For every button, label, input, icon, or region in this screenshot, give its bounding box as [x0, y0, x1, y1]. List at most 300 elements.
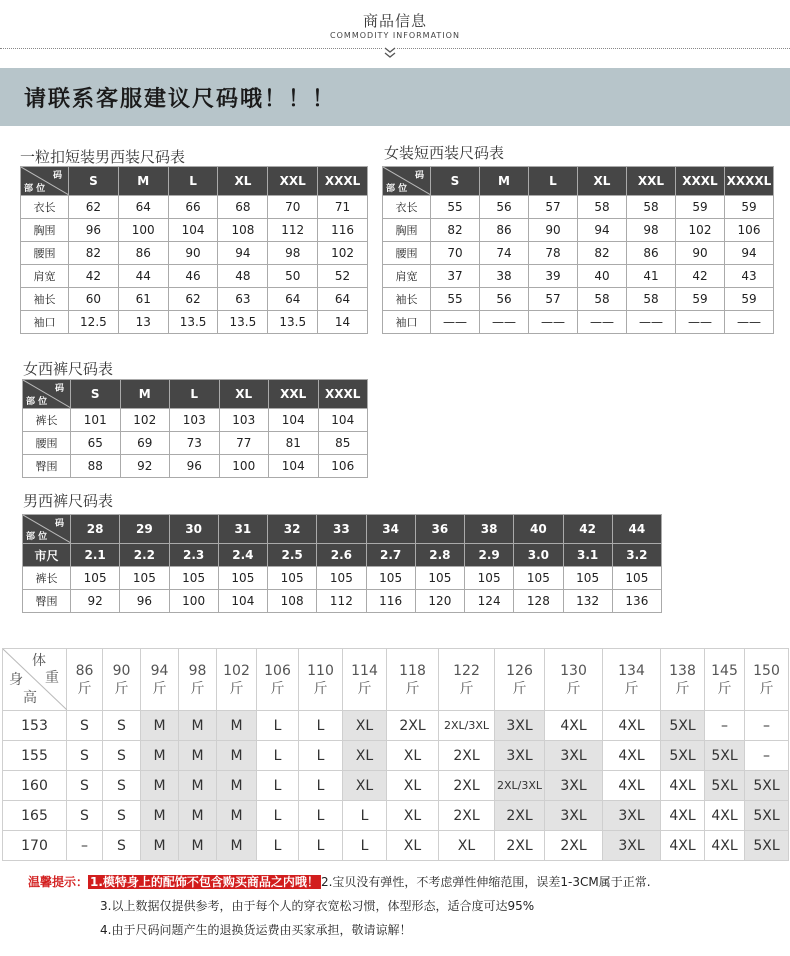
weight-header-cell — [603, 649, 661, 711]
measure-cell: 65 — [71, 432, 121, 455]
measure-cell: 90 — [529, 219, 578, 242]
weight-header-cell — [439, 649, 495, 711]
measure-cell: 59 — [725, 196, 774, 219]
measure-cell: —— — [676, 311, 725, 334]
measure-cell: 96 — [120, 590, 169, 613]
measure-cell: 105 — [120, 567, 169, 590]
measure-cell: 112 — [268, 219, 318, 242]
measure-cell: 96 — [69, 219, 119, 242]
note-4: 4.由于尺码问题产生的退换货运费由买家承担，敬请谅解！ — [100, 923, 412, 937]
size-cell: 2XL — [495, 831, 545, 861]
size-header-row — [23, 515, 662, 544]
weight-header-cell — [495, 649, 545, 711]
size-cell: XL — [439, 831, 495, 861]
weight-value: 122 — [453, 662, 480, 679]
measure-cell: 58 — [578, 196, 627, 219]
size-cell: 5XL — [661, 741, 705, 771]
size-cell: L — [257, 801, 299, 831]
measure-label: 肩宽 — [21, 265, 69, 288]
note-1: 1.模特身上的配饰不包含购买商品之内哦！ — [90, 875, 319, 889]
measure-cell: 104 — [318, 409, 368, 432]
size-cell: M — [217, 711, 257, 741]
size-cell: M — [141, 711, 179, 741]
measure-cell: 86 — [627, 242, 676, 265]
size-header-cell: XL — [219, 380, 269, 409]
weight-header-cell — [387, 649, 439, 711]
shichi-cell: 2.3 — [169, 544, 218, 567]
measure-cell: 82 — [578, 242, 627, 265]
measure-cell: 77 — [219, 432, 269, 455]
weight-header-cell — [257, 649, 299, 711]
weight-unit: 斤 — [512, 680, 527, 697]
size-cell: S — [67, 771, 103, 801]
shichi-cell: 2.5 — [268, 544, 317, 567]
measure-label: 臀围 — [23, 455, 71, 478]
weight-value: 134 — [618, 662, 645, 679]
measure-cell: 106 — [725, 219, 774, 242]
mens-suit-table — [20, 166, 368, 334]
measure-cell: 85 — [318, 432, 368, 455]
size-header-cell: XXL — [627, 167, 676, 196]
measure-cell: 70 — [268, 196, 318, 219]
measure-cell: 70 — [431, 242, 480, 265]
size-cell: S — [103, 741, 141, 771]
measure-cell: 66 — [168, 196, 218, 219]
size-header-cell: 36 — [415, 515, 464, 544]
size-cell: XL — [387, 771, 439, 801]
measure-cell: 98 — [627, 219, 676, 242]
measure-cell: 105 — [514, 567, 563, 590]
size-cell: M — [179, 711, 217, 741]
measure-cell: 105 — [268, 567, 317, 590]
size-cell: S — [67, 801, 103, 831]
size-header-cell: M — [118, 167, 168, 196]
height-label: 153 — [3, 711, 67, 741]
weight-unit: 斤 — [675, 680, 690, 697]
size-cell: 2XL — [439, 801, 495, 831]
measure-cell: 68 — [218, 196, 268, 219]
measure-row — [21, 196, 368, 219]
size-cell: 4XL — [545, 711, 603, 741]
measure-label: 肩宽 — [383, 265, 431, 288]
size-cell: 3XL — [545, 801, 603, 831]
size-cell: L — [343, 831, 387, 861]
size-cell: M — [217, 831, 257, 861]
weight-value: 98 — [188, 662, 207, 679]
measure-cell: 64 — [268, 288, 318, 311]
size-cell: S — [67, 711, 103, 741]
measure-row — [23, 409, 368, 432]
measure-cell: 59 — [676, 288, 725, 311]
weight-unit: 斤 — [717, 680, 732, 697]
size-header-cell: XXL — [269, 380, 319, 409]
size-cell: M — [217, 741, 257, 771]
size-cell: 5XL — [705, 771, 745, 801]
size-header-cell: 28 — [71, 515, 120, 544]
section-title: 商品信息 — [362, 12, 427, 30]
measure-cell: 98 — [268, 242, 318, 265]
measure-label: 腰围 — [23, 432, 71, 455]
measure-cell: 55 — [431, 196, 480, 219]
weight-value: 126 — [506, 662, 533, 679]
measure-cell: 62 — [168, 288, 218, 311]
size-cell: M — [141, 801, 179, 831]
size-header-cell: XXXL — [318, 380, 368, 409]
weight-unit: 斤 — [190, 680, 205, 697]
size-cell: M — [179, 801, 217, 831]
measure-cell: 82 — [69, 242, 119, 265]
measure-cell: 105 — [317, 567, 366, 590]
measure-label: 腰围 — [383, 242, 431, 265]
corner-ma: 码 — [414, 171, 424, 181]
size-header-cell: 34 — [366, 515, 415, 544]
size-header-cell: 44 — [612, 515, 661, 544]
corner-diagonal — [383, 167, 430, 195]
size-cell: S — [103, 831, 141, 861]
size-cell: 4XL — [661, 771, 705, 801]
weight-unit: 斤 — [313, 680, 328, 697]
size-cell: M — [179, 771, 217, 801]
weight-value: 94 — [150, 662, 169, 679]
corner-ma: 码 — [54, 519, 64, 529]
measure-cell: 90 — [676, 242, 725, 265]
size-cell: L — [257, 741, 299, 771]
measure-cell: 92 — [120, 455, 170, 478]
measure-cell: 120 — [415, 590, 464, 613]
weight-unit: 斤 — [114, 680, 129, 697]
measure-cell: 39 — [529, 265, 578, 288]
measure-cell: 64 — [118, 196, 168, 219]
measure-cell: 58 — [627, 288, 676, 311]
measure-label: 袖长 — [21, 288, 69, 311]
shichi-cell: 2.1 — [71, 544, 120, 567]
measure-cell: 100 — [169, 590, 218, 613]
size-cell: XL — [387, 801, 439, 831]
size-cell: – — [67, 831, 103, 861]
size-cell: – — [705, 711, 745, 741]
measure-cell: 78 — [529, 242, 578, 265]
measure-cell: 101 — [71, 409, 121, 432]
weight-value: 138 — [669, 662, 696, 679]
size-header-cell: S — [431, 167, 480, 196]
size-cell: 2XL — [439, 741, 495, 771]
weight-unit: 斤 — [405, 680, 420, 697]
size-cell: 2XL — [495, 801, 545, 831]
size-cell: S — [67, 741, 103, 771]
weight-unit: 斤 — [357, 680, 372, 697]
size-cell: M — [217, 801, 257, 831]
size-cell: L — [299, 741, 343, 771]
size-cell: 4XL — [603, 711, 661, 741]
measure-row — [383, 311, 774, 334]
height-label: 165 — [3, 801, 67, 831]
measure-label: 衣长 — [21, 196, 69, 219]
measure-cell: 64 — [318, 288, 368, 311]
measure-cell: 104 — [269, 409, 319, 432]
corner-cell — [383, 167, 431, 196]
measure-cell: 96 — [170, 455, 220, 478]
measure-cell: 44 — [118, 265, 168, 288]
size-header-cell: 42 — [563, 515, 612, 544]
size-cell: 4XL — [603, 771, 661, 801]
measure-row — [383, 288, 774, 311]
size-header-cell: 40 — [514, 515, 563, 544]
size-header-cell: L — [168, 167, 218, 196]
size-cell: 5XL — [745, 801, 789, 831]
measure-cell: 48 — [218, 265, 268, 288]
measure-cell: —— — [627, 311, 676, 334]
size-cell: L — [343, 801, 387, 831]
measure-label: 袖长 — [383, 288, 431, 311]
size-cell: – — [745, 741, 789, 771]
measure-cell: 37 — [431, 265, 480, 288]
height-weight-corner — [3, 649, 67, 711]
measure-label: 臀围 — [23, 590, 71, 613]
size-cell: M — [179, 831, 217, 861]
measure-row — [21, 219, 368, 242]
measure-cell: —— — [578, 311, 627, 334]
height-row — [3, 831, 789, 861]
size-header-cell: 38 — [465, 515, 514, 544]
measure-row — [383, 196, 774, 219]
height-row — [3, 741, 789, 771]
measure-cell: 94 — [578, 219, 627, 242]
contact-banner — [0, 68, 790, 126]
weight-unit: 斤 — [77, 680, 92, 697]
shichi-label: 市尺 — [23, 544, 71, 567]
measure-cell: 86 — [480, 219, 529, 242]
shichi-cell: 2.4 — [218, 544, 267, 567]
size-header-cell: L — [529, 167, 578, 196]
measure-cell: 116 — [366, 590, 415, 613]
size-cell: 3XL — [495, 741, 545, 771]
measure-cell: 105 — [563, 567, 612, 590]
measure-cell: 105 — [415, 567, 464, 590]
size-header-cell: L — [170, 380, 220, 409]
size-cell: 3XL — [495, 711, 545, 741]
note-line-1 — [28, 873, 651, 890]
measure-cell: 12.5 — [69, 311, 119, 334]
weight-value: 150 — [753, 662, 780, 679]
measure-cell: 61 — [118, 288, 168, 311]
measure-cell: 105 — [465, 567, 514, 590]
measure-cell: 46 — [168, 265, 218, 288]
shichi-cell: 2.7 — [366, 544, 415, 567]
shichi-cell: 2.6 — [317, 544, 366, 567]
measure-cell: —— — [725, 311, 774, 334]
weight-header-cell — [217, 649, 257, 711]
weight-value: 90 — [112, 662, 131, 679]
mens-suit-title: 一粒扣短装男西装尺码表 — [20, 148, 186, 166]
measure-cell: 132 — [563, 590, 612, 613]
size-cell: 3XL — [545, 771, 603, 801]
measure-cell: 104 — [269, 455, 319, 478]
size-cell: S — [103, 771, 141, 801]
corner-buwei: 部 位 — [24, 184, 46, 194]
size-header-cell: 31 — [218, 515, 267, 544]
size-cell: L — [299, 801, 343, 831]
measure-label: 衣长 — [383, 196, 431, 219]
size-header-cell: 33 — [317, 515, 366, 544]
size-cell: 2XL — [387, 711, 439, 741]
size-header-cell: XXXXL — [725, 167, 774, 196]
corner-buwei: 部 位 — [26, 532, 48, 542]
corner-cell — [21, 167, 69, 196]
size-cell: L — [299, 711, 343, 741]
height-row — [3, 711, 789, 741]
measure-cell: 13.5 — [218, 311, 268, 334]
measure-cell: 92 — [71, 590, 120, 613]
measure-row — [23, 455, 368, 478]
size-cell: L — [257, 711, 299, 741]
size-cell: M — [217, 771, 257, 801]
measure-cell: 94 — [725, 242, 774, 265]
size-cell: L — [299, 831, 343, 861]
measure-cell: 73 — [170, 432, 220, 455]
weight-unit: 斤 — [152, 680, 167, 697]
weight-value: 145 — [711, 662, 738, 679]
measure-cell: 105 — [71, 567, 120, 590]
measure-cell: —— — [480, 311, 529, 334]
weight-header-cell — [661, 649, 705, 711]
size-cell: XL — [387, 831, 439, 861]
measure-row — [21, 242, 368, 265]
measure-cell: 52 — [318, 265, 368, 288]
note-3: 3.以上数据仅提供参考，由于每个人的穿衣宽松习惯，体型形态，适合度可达95% — [100, 899, 535, 913]
note-2: 2.宝贝没有弹性，不考虑弹性伸缩范围，误差1-3CM属于正常. — [320, 875, 651, 889]
size-header-cell: M — [120, 380, 170, 409]
size-cell: 5XL — [745, 831, 789, 861]
size-cell: M — [141, 831, 179, 861]
measure-cell: 100 — [219, 455, 269, 478]
shichi-cell: 2.8 — [415, 544, 464, 567]
height-label: 155 — [3, 741, 67, 771]
size-cell: 4XL — [705, 831, 745, 861]
measure-cell: 57 — [529, 288, 578, 311]
measure-cell: 105 — [169, 567, 218, 590]
measure-cell: 60 — [69, 288, 119, 311]
shichi-row — [23, 544, 662, 567]
measure-cell: 102 — [318, 242, 368, 265]
measure-label: 裤长 — [23, 567, 71, 590]
weight-value: 114 — [351, 662, 378, 679]
weight-header-cell — [545, 649, 603, 711]
size-header-row — [23, 380, 368, 409]
measure-cell: 100 — [118, 219, 168, 242]
weight-value: 102 — [223, 662, 250, 679]
womens-suit-table — [382, 166, 774, 334]
size-cell: 4XL — [705, 801, 745, 831]
measure-cell: 40 — [578, 265, 627, 288]
measure-cell: 13.5 — [168, 311, 218, 334]
measure-cell: 90 — [168, 242, 218, 265]
corner-ma: 码 — [54, 384, 64, 394]
womens-pants-table — [22, 379, 368, 478]
measure-cell: 82 — [431, 219, 480, 242]
mens-pants-table — [22, 514, 662, 613]
measure-row — [383, 265, 774, 288]
corner-cell — [23, 380, 71, 409]
size-cell: M — [141, 771, 179, 801]
size-cell: 5XL — [745, 771, 789, 801]
measure-cell: 56 — [480, 288, 529, 311]
corner-diagonal — [23, 380, 70, 408]
measure-cell: 14 — [318, 311, 368, 334]
size-cell: L — [299, 771, 343, 801]
shichi-cell: 3.2 — [612, 544, 661, 567]
weight-unit: 斤 — [459, 680, 474, 697]
weight-header-cell — [179, 649, 217, 711]
measure-cell: 42 — [676, 265, 725, 288]
measure-cell: 112 — [317, 590, 366, 613]
size-header-row — [21, 167, 368, 196]
measure-cell: 86 — [118, 242, 168, 265]
measure-label: 腰围 — [21, 242, 69, 265]
size-header-cell: XXXL — [318, 167, 368, 196]
size-cell: 3XL — [603, 801, 661, 831]
size-header-cell: XXL — [268, 167, 318, 196]
weight-header-cell — [299, 649, 343, 711]
size-cell: 2XL — [439, 771, 495, 801]
measure-cell: 58 — [627, 196, 676, 219]
height-row — [3, 771, 789, 801]
size-header-cell: 29 — [120, 515, 169, 544]
size-header-cell: 30 — [169, 515, 218, 544]
measure-cell: 63 — [218, 288, 268, 311]
measure-cell: 43 — [725, 265, 774, 288]
womens-pants-title: 女西裤尺码表 — [23, 360, 114, 378]
size-header-cell: S — [69, 167, 119, 196]
measure-cell: 104 — [168, 219, 218, 242]
measure-row — [23, 590, 662, 613]
measure-cell: —— — [431, 311, 480, 334]
size-cell: 5XL — [705, 741, 745, 771]
measure-label: 裤长 — [23, 409, 71, 432]
measure-row — [383, 242, 774, 265]
weight-value: 130 — [560, 662, 587, 679]
size-cell: M — [141, 741, 179, 771]
size-cell: 2XL/3XL — [439, 711, 495, 741]
weight-value: 106 — [264, 662, 291, 679]
measure-row — [21, 311, 368, 334]
banner-text: 请联系客服建议尺码哦！！！ — [24, 87, 337, 112]
size-cell: XL — [343, 771, 387, 801]
measure-cell: —— — [529, 311, 578, 334]
measure-cell: 13 — [118, 311, 168, 334]
measure-cell: 105 — [218, 567, 267, 590]
measure-cell: 59 — [725, 288, 774, 311]
size-cell: L — [257, 771, 299, 801]
size-header-cell: 32 — [268, 515, 317, 544]
weight-value: 86 — [75, 662, 94, 679]
size-cell: 2XL — [545, 831, 603, 861]
size-header-row — [383, 167, 774, 196]
measure-label: 胸围 — [21, 219, 69, 242]
weight-header-cell — [343, 649, 387, 711]
measure-cell: 94 — [218, 242, 268, 265]
weight-header-cell — [141, 649, 179, 711]
measure-cell: 103 — [170, 409, 220, 432]
measure-cell: 42 — [69, 265, 119, 288]
weight-header-cell — [67, 649, 103, 711]
measure-cell: 105 — [612, 567, 661, 590]
weight-unit: 斤 — [759, 680, 774, 697]
size-cell: 3XL — [545, 741, 603, 771]
size-cell: – — [745, 711, 789, 741]
size-header-cell: XXXL — [676, 167, 725, 196]
measure-cell: 58 — [578, 288, 627, 311]
measure-row — [23, 567, 662, 590]
